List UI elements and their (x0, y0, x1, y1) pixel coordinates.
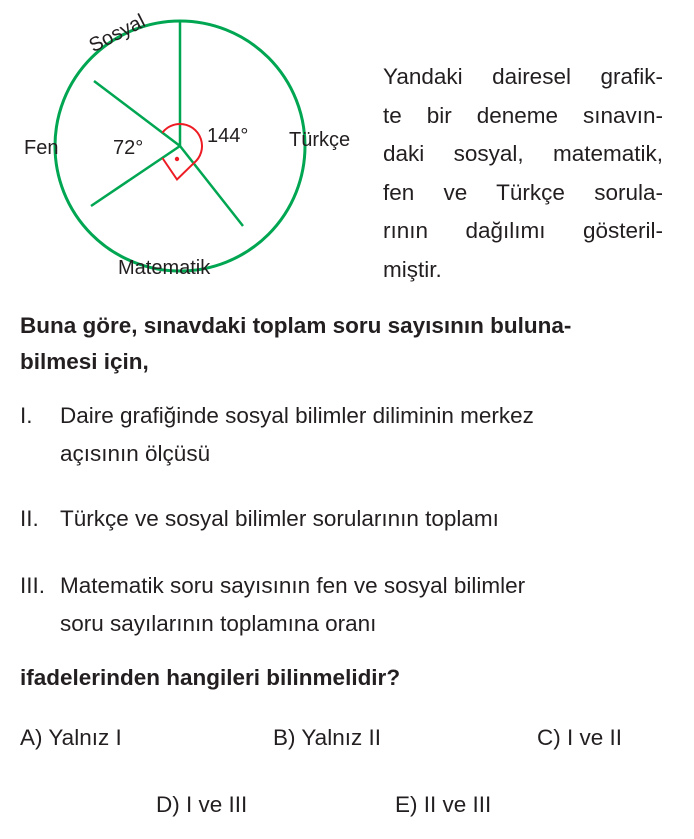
statement-line: açısının ölçüsü (60, 441, 211, 466)
right-angle-mark (162, 158, 193, 180)
statement-text (60, 567, 525, 643)
intro-paragraph (383, 58, 663, 289)
option-c[interactable]: C) I ve II (537, 725, 623, 750)
radius-line-lower-right (180, 146, 243, 226)
statement-line: soru sayılarının toplamına oranı (60, 611, 377, 636)
label-angle-turkce: 144° (207, 125, 249, 147)
question-prompt: ifadelerinden hangileri bilinmelidir? (20, 665, 401, 690)
statement-text (60, 500, 499, 538)
label-angle-fen: 72° (113, 137, 144, 159)
statement-number: I. (20, 403, 33, 428)
pie-chart-figure (0, 0, 380, 290)
statement-line: Türkçe ve sosyal bilimler sorularının toplamı (60, 506, 499, 531)
statement-line: Daire grafiğinde sosyal bilimler diliminin merkez (60, 403, 534, 428)
intro-line: miştir. (383, 256, 442, 282)
angle-arc-fen (162, 124, 180, 133)
statement-number: III. (20, 573, 46, 598)
question-line: bilmesi için, (20, 349, 149, 374)
statement-line: Matematik soru sayısının fen ve sosyal bilimler (60, 573, 526, 598)
intro-line: fen ve Türkçe sorula- (383, 179, 663, 205)
option-b[interactable]: B) Yalnız II (273, 725, 381, 750)
statement-number: II. (20, 506, 39, 531)
question-stem (20, 308, 680, 380)
right-angle-dot (175, 157, 179, 161)
option-e[interactable]: E) II ve III (395, 792, 492, 817)
intro-line: daki sosyal, matematik, (383, 141, 663, 166)
intro-line: Yandaki dairesel grafik- (383, 64, 663, 89)
pie-chart (55, 21, 305, 271)
option-a[interactable]: A) Yalnız I (20, 725, 122, 750)
intro-line: te bir deneme sınavın- (383, 102, 663, 128)
statement-text (60, 397, 534, 473)
label-turkce: Türkçe (289, 129, 351, 151)
label-matematik: Matematik (118, 257, 211, 279)
label-fen: Fen (24, 137, 59, 159)
angle-arc-turkce (180, 124, 202, 163)
label-sosyal: Sosyal (85, 10, 150, 58)
option-d[interactable]: D) I ve III (156, 792, 248, 817)
question-line: Buna göre, sınavdaki toplam soru sayısının buluna- (20, 313, 572, 338)
intro-line: rının dağılımı gösteril- (383, 218, 663, 243)
